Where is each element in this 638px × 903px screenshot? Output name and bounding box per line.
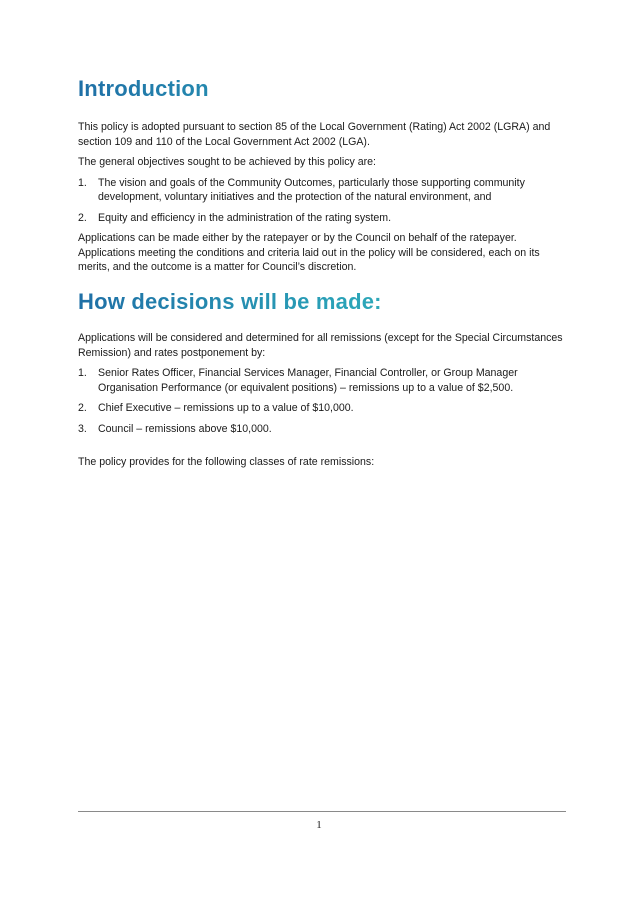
introduction-heading: Introduction xyxy=(78,76,568,102)
list-item xyxy=(78,211,568,226)
list-item-text: Equity and efficiency in the administration of the rating system. xyxy=(98,211,392,224)
list-item-text: Senior Rates Officer, Financial Services Manager, Financial Controller, or Group Manager Organisation Performance (or equivalent positions) – remissions up to a value of $2,500. xyxy=(98,367,518,394)
decisions-heading: How decisions will be made: xyxy=(78,289,568,315)
intro-paragraph-1: This policy is adopted pursuant to section 85 of the Local Government (Rating) Act 2002 (LGRA) and section 109 and 110 of the Local Government Act 2002 (LGA). xyxy=(78,121,551,148)
list-item-number: 2. xyxy=(78,402,87,415)
decisions-paragraph-1: Applications will be considered and determined for all remissions (except for the Special Circumstances Remission) and rates postponement by: xyxy=(78,332,563,359)
list-item-number: 2. xyxy=(78,211,87,224)
page-content xyxy=(78,76,568,470)
list-item-number: 3. xyxy=(78,422,87,435)
list-item-text: Council – remissions above $10,000. xyxy=(98,422,272,435)
page-number: 1 xyxy=(316,819,322,831)
intro-paragraph-3: Applications can be made either by the ratepayer or by the Council on behalf of the ratepayer. Applications meeting the conditions and criteria laid out in the policy will be considered, each on its merits, and the outcome is a matter for Council’s discretion. xyxy=(78,232,540,274)
list-item xyxy=(78,422,568,437)
list-item xyxy=(78,401,568,416)
footer-divider xyxy=(78,811,566,812)
objectives-list xyxy=(78,176,568,226)
list-item-text: The vision and goals of the Community Outcomes, particularly those supporting community development, voluntary initiatives and the protection of the natural environment, and xyxy=(98,176,525,204)
list-item xyxy=(78,176,568,205)
decisions-paragraph-2: The policy provides for the following classes of rate remissions: xyxy=(78,456,375,469)
list-item xyxy=(78,366,568,395)
list-item-number: 1. xyxy=(78,176,87,189)
list-item-number: 1. xyxy=(78,367,87,380)
intro-paragraph-2: The general objectives sought to be achieved by this policy are: xyxy=(78,156,376,169)
delegations-list xyxy=(78,366,568,436)
list-item-text: Chief Executive – remissions up to a value of $10,000. xyxy=(98,402,354,415)
